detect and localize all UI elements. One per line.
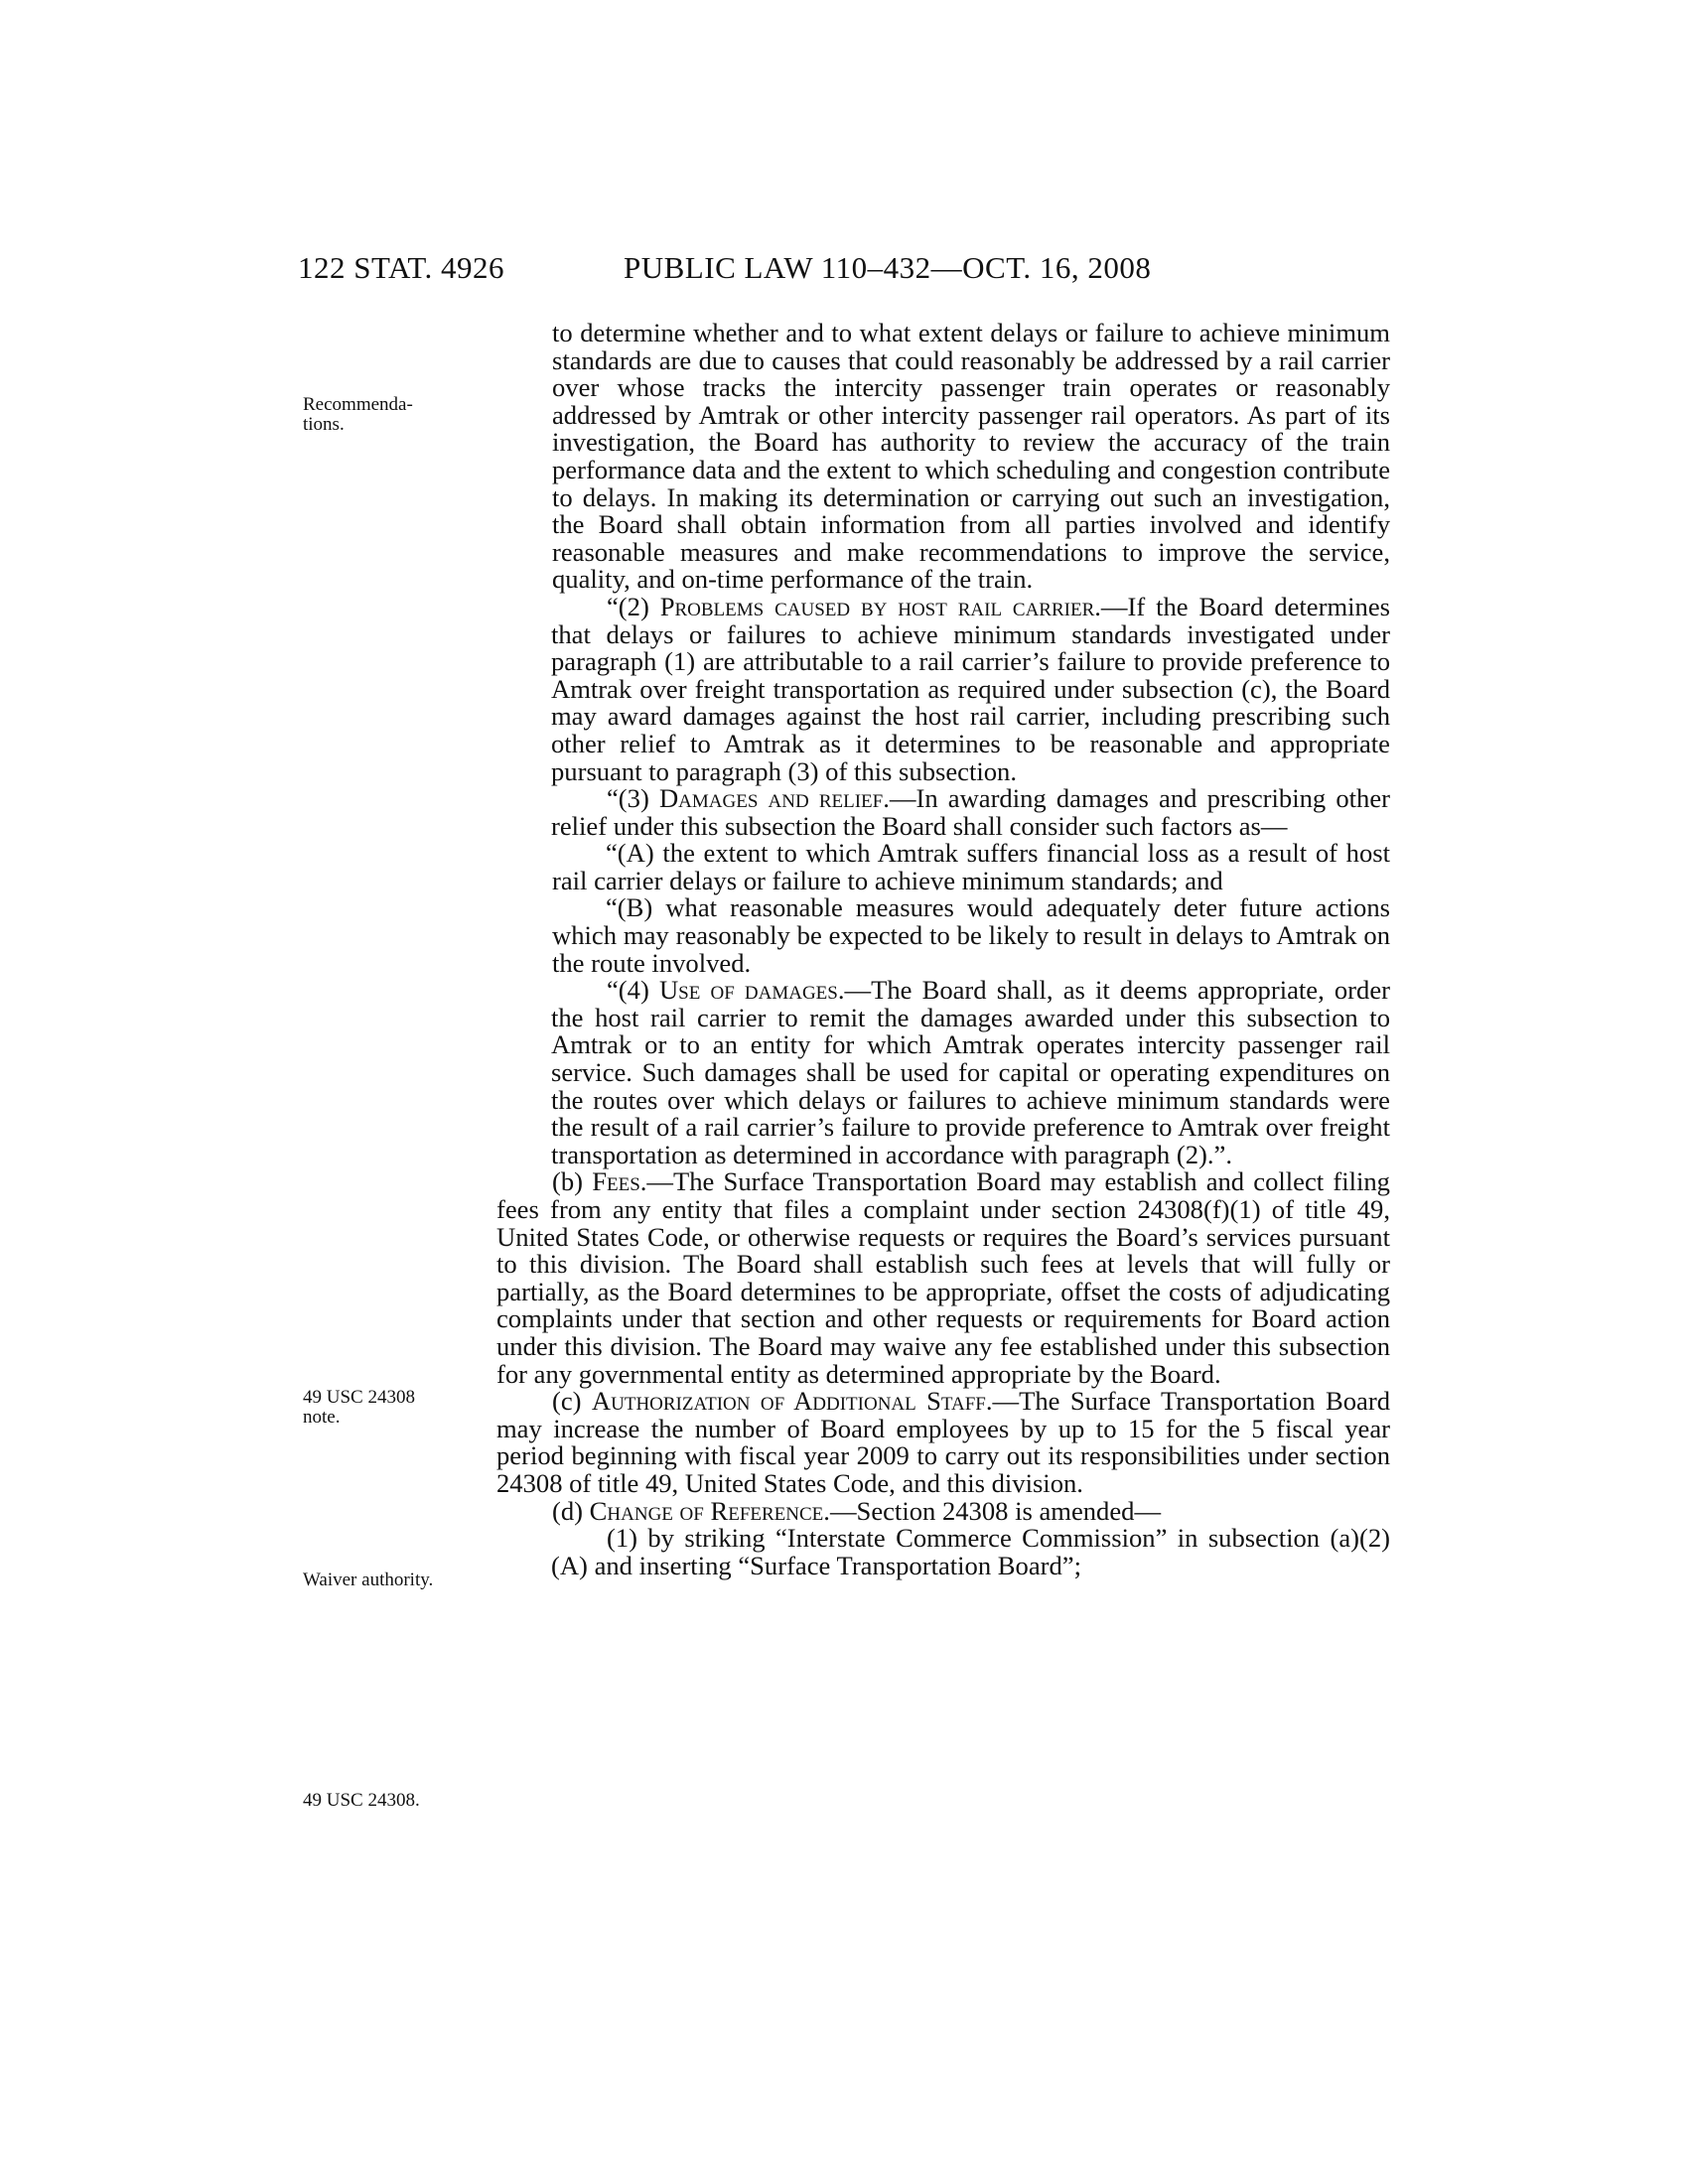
margin-note-usc-note: 49 USC 24308 note. (303, 1387, 415, 1428)
para-heading: Fees. (592, 1166, 647, 1197)
subparagraph-b: “(B) what reasonable measures would adequately deter future actions which may reasonably be expected to be likely to result in delays to Amtrak on the route involved. (552, 892, 1390, 978)
margin-note-usc: 49 USC 24308. (303, 1790, 420, 1811)
margin-note-recommendations: Recommenda- tions. (303, 394, 413, 435)
subsection-d-change (496, 1495, 1390, 1526)
statute-body (496, 320, 1390, 1579)
para-text: —If the Board determines that delays or failures to achieve minimum standards investigated under paragraph (1) are attributable to a rail carrier’s failure to provide preference to Amtrak over freight transportation as required under subsection (c), the Board may award damages against the host rail carrier, including prescribing such other relief to Amtrak as it determines to be reasonable and appropriate pursuant to paragraph (3) of this subsection. (551, 591, 1390, 786)
paragraph-continuation: to determine whether and to what extent delays or failure to achieve minimum standards are due to causes that could reasonably be addressed by a rail carrier over whose tracks the intercity passenger train operates or reasonably addressed by Amtrak or other intercity passenger rail operators. As part of its investigation, the Board has authority to review the accuracy of the train performance data and the extent to which scheduling and congestion contribute to delays. In making its determination or carrying out such an investigation, the Board shall obtain information from all parties involved and identify reasonable measures and make recommendations to improve the service, quality, and on-time performance of the train. (552, 318, 1390, 595)
subsection-c-staff (496, 1388, 1390, 1497)
para-text: —The Board shall, as it deems appropriate, order the host rail carrier to remit the damages awarded under this subsection to Amtrak or to an entity for which Amtrak operates intercity passenger rail service. Such damages shall be used for capital or operating expenditures on the routes over which delays or failures to achieve minimum standards were the result of a rail carrier’s failure to provide preference to Amtrak over freight transportation as determined in accordance with paragraph (2).”. (551, 975, 1390, 1169)
paragraph-2-problems (496, 591, 1390, 786)
para-number: “(2) (607, 591, 660, 621)
para-text: —The Surface Transportation Board may increase the number of Board employees by up to 15 for the 5 fiscal year period beginning with fiscal year 2009 to carry out its responsibilities under section 24308 of title 49, United States Code, and this division. (496, 1386, 1390, 1498)
para-text: —Section 24308 is amended— (829, 1495, 1162, 1526)
para-heading: Change of Reference. (589, 1495, 830, 1526)
para-number: (c) (552, 1386, 592, 1417)
running-header: PUBLIC LAW 110–432—OCT. 16, 2008 (624, 250, 1152, 285)
para-heading: Damages and relief. (658, 783, 890, 814)
paragraph-4-use-of-damages (496, 977, 1390, 1168)
paragraph-1-striking: (1) by striking “Interstate Commerce Commission” in subsection (a)(2)(A) and inserting “Surface Transportation Board”; (551, 1523, 1390, 1580)
para-number: “(3) (607, 783, 659, 814)
para-heading: Problems caused by host rail carrier. (659, 591, 1101, 621)
para-heading: Use of damages. (658, 975, 845, 1006)
para-number: (d) (552, 1495, 590, 1526)
margin-note-waiver: Waiver authority. (303, 1570, 434, 1590)
para-text: —In awarding damages and prescribing other relief under this subsection the Board shall consider such factors as— (551, 783, 1390, 841)
para-number: (b) (552, 1166, 593, 1197)
para-number: “(4) (607, 975, 659, 1006)
subparagraph-a: “(A) the extent to which Amtrak suffers financial loss as a result of host rail carrier delays or failure to achieve minimum standards; and (552, 838, 1390, 895)
page-stat-number: 122 STAT. 4926 (298, 250, 505, 285)
paragraph-3-damages (496, 785, 1390, 840)
para-text: —The Surface Transportation Board may establish and collect filing fees from any entity that files a complaint under section 24308(f)(1) of title 49, United States Code, or otherwise requests or requires the Board’s services pursuant to this division. The Board shall establish such fees at levels that will fully or partially, as the Board determines to be appropriate, offset the costs of adjudicating complaints under that section and other requests or requirements for Board action under this division. The Board may waive any fee established under this subsection for any governmental entity as determined appropriate by the Board. (496, 1166, 1390, 1389)
subsection-b-fees (496, 1168, 1390, 1388)
para-heading: Authorization of Additional Staff. (591, 1386, 993, 1417)
